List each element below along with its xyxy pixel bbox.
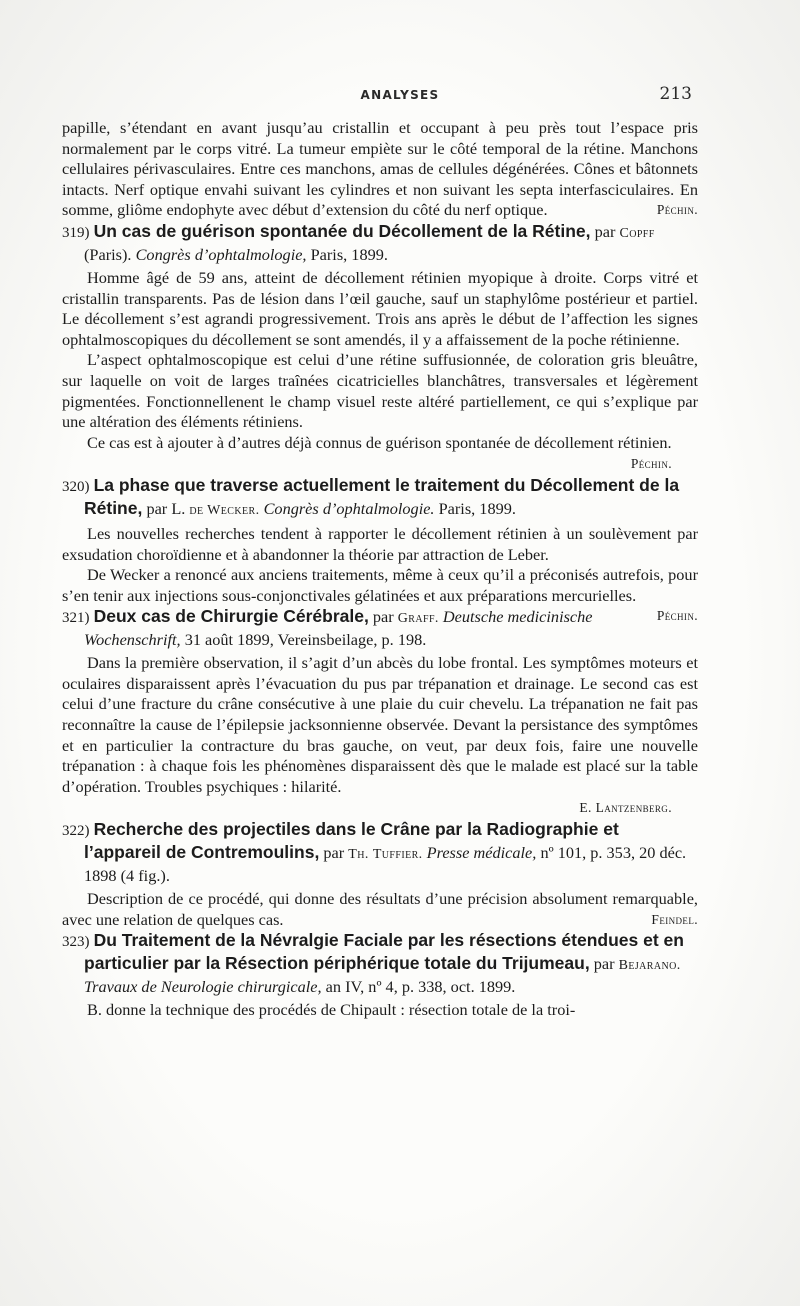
entry-author-prefix: Th. — [348, 847, 369, 863]
entry-paragraph — [62, 433, 698, 454]
entry-details: nº 101, p. 353, 20 déc. 1898 (4 fig.). — [84, 843, 687, 886]
entry-paragraph-text: Description de ce procédé, qui donne des résultats d’une précision absolument remarquable, avec une relation de quelques cas. — [62, 889, 698, 929]
signature: Feindel. — [651, 911, 698, 927]
entry-paragraph — [62, 889, 698, 930]
entry-heading — [62, 606, 698, 650]
signature: E. Lantzenberg. — [579, 800, 672, 816]
entry-heading — [62, 475, 698, 521]
entry-number: 321) — [62, 610, 90, 627]
entry-author-place: (Paris). — [84, 244, 132, 264]
text-body — [62, 118, 698, 1021]
entry-author: Tuffier. — [372, 847, 423, 863]
signature: Péchin. — [630, 456, 672, 472]
entry-paragraph: B. donne la technique des procédés de Chipault : résection totale de la troi- — [87, 1000, 576, 1020]
entry-paragraph: Dans la première observation, il s’agit d’un abcès du lobe frontal. Les symptômes moteurs et oculaires disparaissent après l’évacuation du pus par trépanation et drainage. Le second cas est celui d’une fracture du crâne consécutive à une plaie du cuir chevelu. La trépanation ne fait pas reconnaître la cause de l’épilepsie jacksonnienne observée. Devant la persistance des symptômes et en particulier la contracture du bras gauche, on veut, par deux fois, faire une nouvelle trépanation : à chaque fois les phénomènes disparaissent dès que le malade est placé sur la table d’opération. Troubles psychiques : hilarité. — [62, 653, 698, 796]
entry-details: an IV, nº 4, p. 338, oct. 1899. — [325, 977, 516, 997]
signature: Péchin. — [656, 202, 698, 218]
entry-paragraph: L’aspect ophtalmoscopique est celui d’une rétine suffusionnée, de coloration gris bleuâtre, sur laquelle on voit de larges traînées cicatricielles blanchâtres, transversales et légèrement pigmentées. Fonctionnellenent le champ visuel reste altéré partiellement, ce qui s’explique par une altération des éléments rétiniens. — [62, 350, 698, 432]
entry-title: Recherche des projectiles dans le Crâne par la Radiographie et l’appareil de Contremoulins, — [84, 819, 619, 863]
entry-source: Presse médicale, — [426, 843, 537, 863]
signature: Péchin. — [656, 608, 698, 624]
entry-by: par — [593, 954, 615, 974]
entry-author-prefix: L. — [171, 498, 186, 518]
continuation-text: papille, s’étendant en avant jusqu’au cristallin et occupant à peu près tout l’espace pris normalement par le corps vitré. La tumeur empiète sur le côté temporal de la rétine. Manchons cellulaires périvasculaires. Entre ces manchons, amas de cellules dégénérées. Cônes et bâtonnets intacts. Nerf optique envahi suivant les cylindres et non suivant les septa interfasciculaires. En somme, gliôme endophyte avec début d’extension du côté du nerf optique. — [62, 118, 698, 220]
entry-details: 31 août 1899, Vereinsbeilage, p. 198. — [184, 630, 427, 650]
entry-title: Un cas de guérison spontanée du Décollement de la Rétine, — [93, 220, 591, 241]
entry-number: 319) — [62, 224, 90, 241]
entry-source: Travaux de Neurologie chirurgicale, — [84, 977, 322, 997]
entry-title: Du Traitement de la Névralgie Faciale par les résections étendues et en particulier par la Résection périphérique totale du Trijumeau, — [84, 930, 684, 974]
entry-by: par — [146, 498, 168, 518]
entry-author: de Wecker. — [189, 502, 260, 518]
entry-details: Paris, 1899. — [310, 244, 388, 264]
entry-by: par — [594, 221, 616, 241]
entry-author: Graff. — [397, 611, 439, 627]
entry-title: Deux cas de Chirurgie Cérébrale, — [93, 606, 369, 627]
continuation-paragraph — [62, 118, 698, 221]
entry-details: Paris, 1899. — [438, 498, 516, 518]
entry-source: Congrès d’ophtalmologie. — [263, 498, 435, 518]
running-title: ANALYSES — [360, 88, 440, 102]
page-number: 213 — [659, 84, 692, 104]
entry-paragraph: Homme âgé de 59 ans, atteint de décollement rétinien myopique à droite. Corps vitré et cristallin transparents. Pas de lésion dans l’œil gauche, sauf un staphylôme postérieur et partiel. Le décollement s’est agrandi progressivement. Trois ans après le début de l’affection les signes ophtalmoscopiques du décollement se sont amendés, il y a affaissement de la poche rétinienne. — [62, 267, 698, 349]
entry-heading — [62, 819, 698, 886]
entry-author: Copff — [619, 225, 655, 241]
entry-title: La phase que traverse actuellement le traitement du Décollement de la Rétine, — [84, 474, 680, 518]
entry-paragraph-text: Ce cas est à ajouter à d’autres déjà connus de guérison spontanée de décollement rétinien. — [87, 432, 672, 452]
entry-number: 322) — [62, 823, 90, 840]
entry-source: Deutsche medicinische Wochenschrift, — [84, 607, 593, 650]
entry-heading — [62, 221, 698, 265]
entry-number: 323) — [62, 934, 90, 951]
signature-line — [62, 797, 698, 819]
entry-source: Congrès d’ophtalmologie, — [135, 244, 307, 264]
entry-number: 320) — [62, 478, 90, 495]
signature-line — [62, 453, 698, 475]
running-head — [0, 84, 800, 108]
entry-paragraph-text: De Wecker a renoncé aux anciens traitements, même à ceux qu’il a préconisés autrefois, pour s’en tenir aux injections sous-conjonctivales gélatinées et aux préparations mercurielles. — [62, 565, 698, 605]
entry-heading — [62, 930, 698, 997]
entry-author: Bejarano. — [618, 958, 681, 974]
entry-by: par — [372, 607, 394, 627]
entry-by: par — [323, 843, 345, 863]
entry-paragraph: Les nouvelles recherches tendent à rapporter le décollement rétinien à un soulèvement par exsudation choroïdienne et à abandonner la théorie par attraction de Leber. — [62, 523, 698, 564]
